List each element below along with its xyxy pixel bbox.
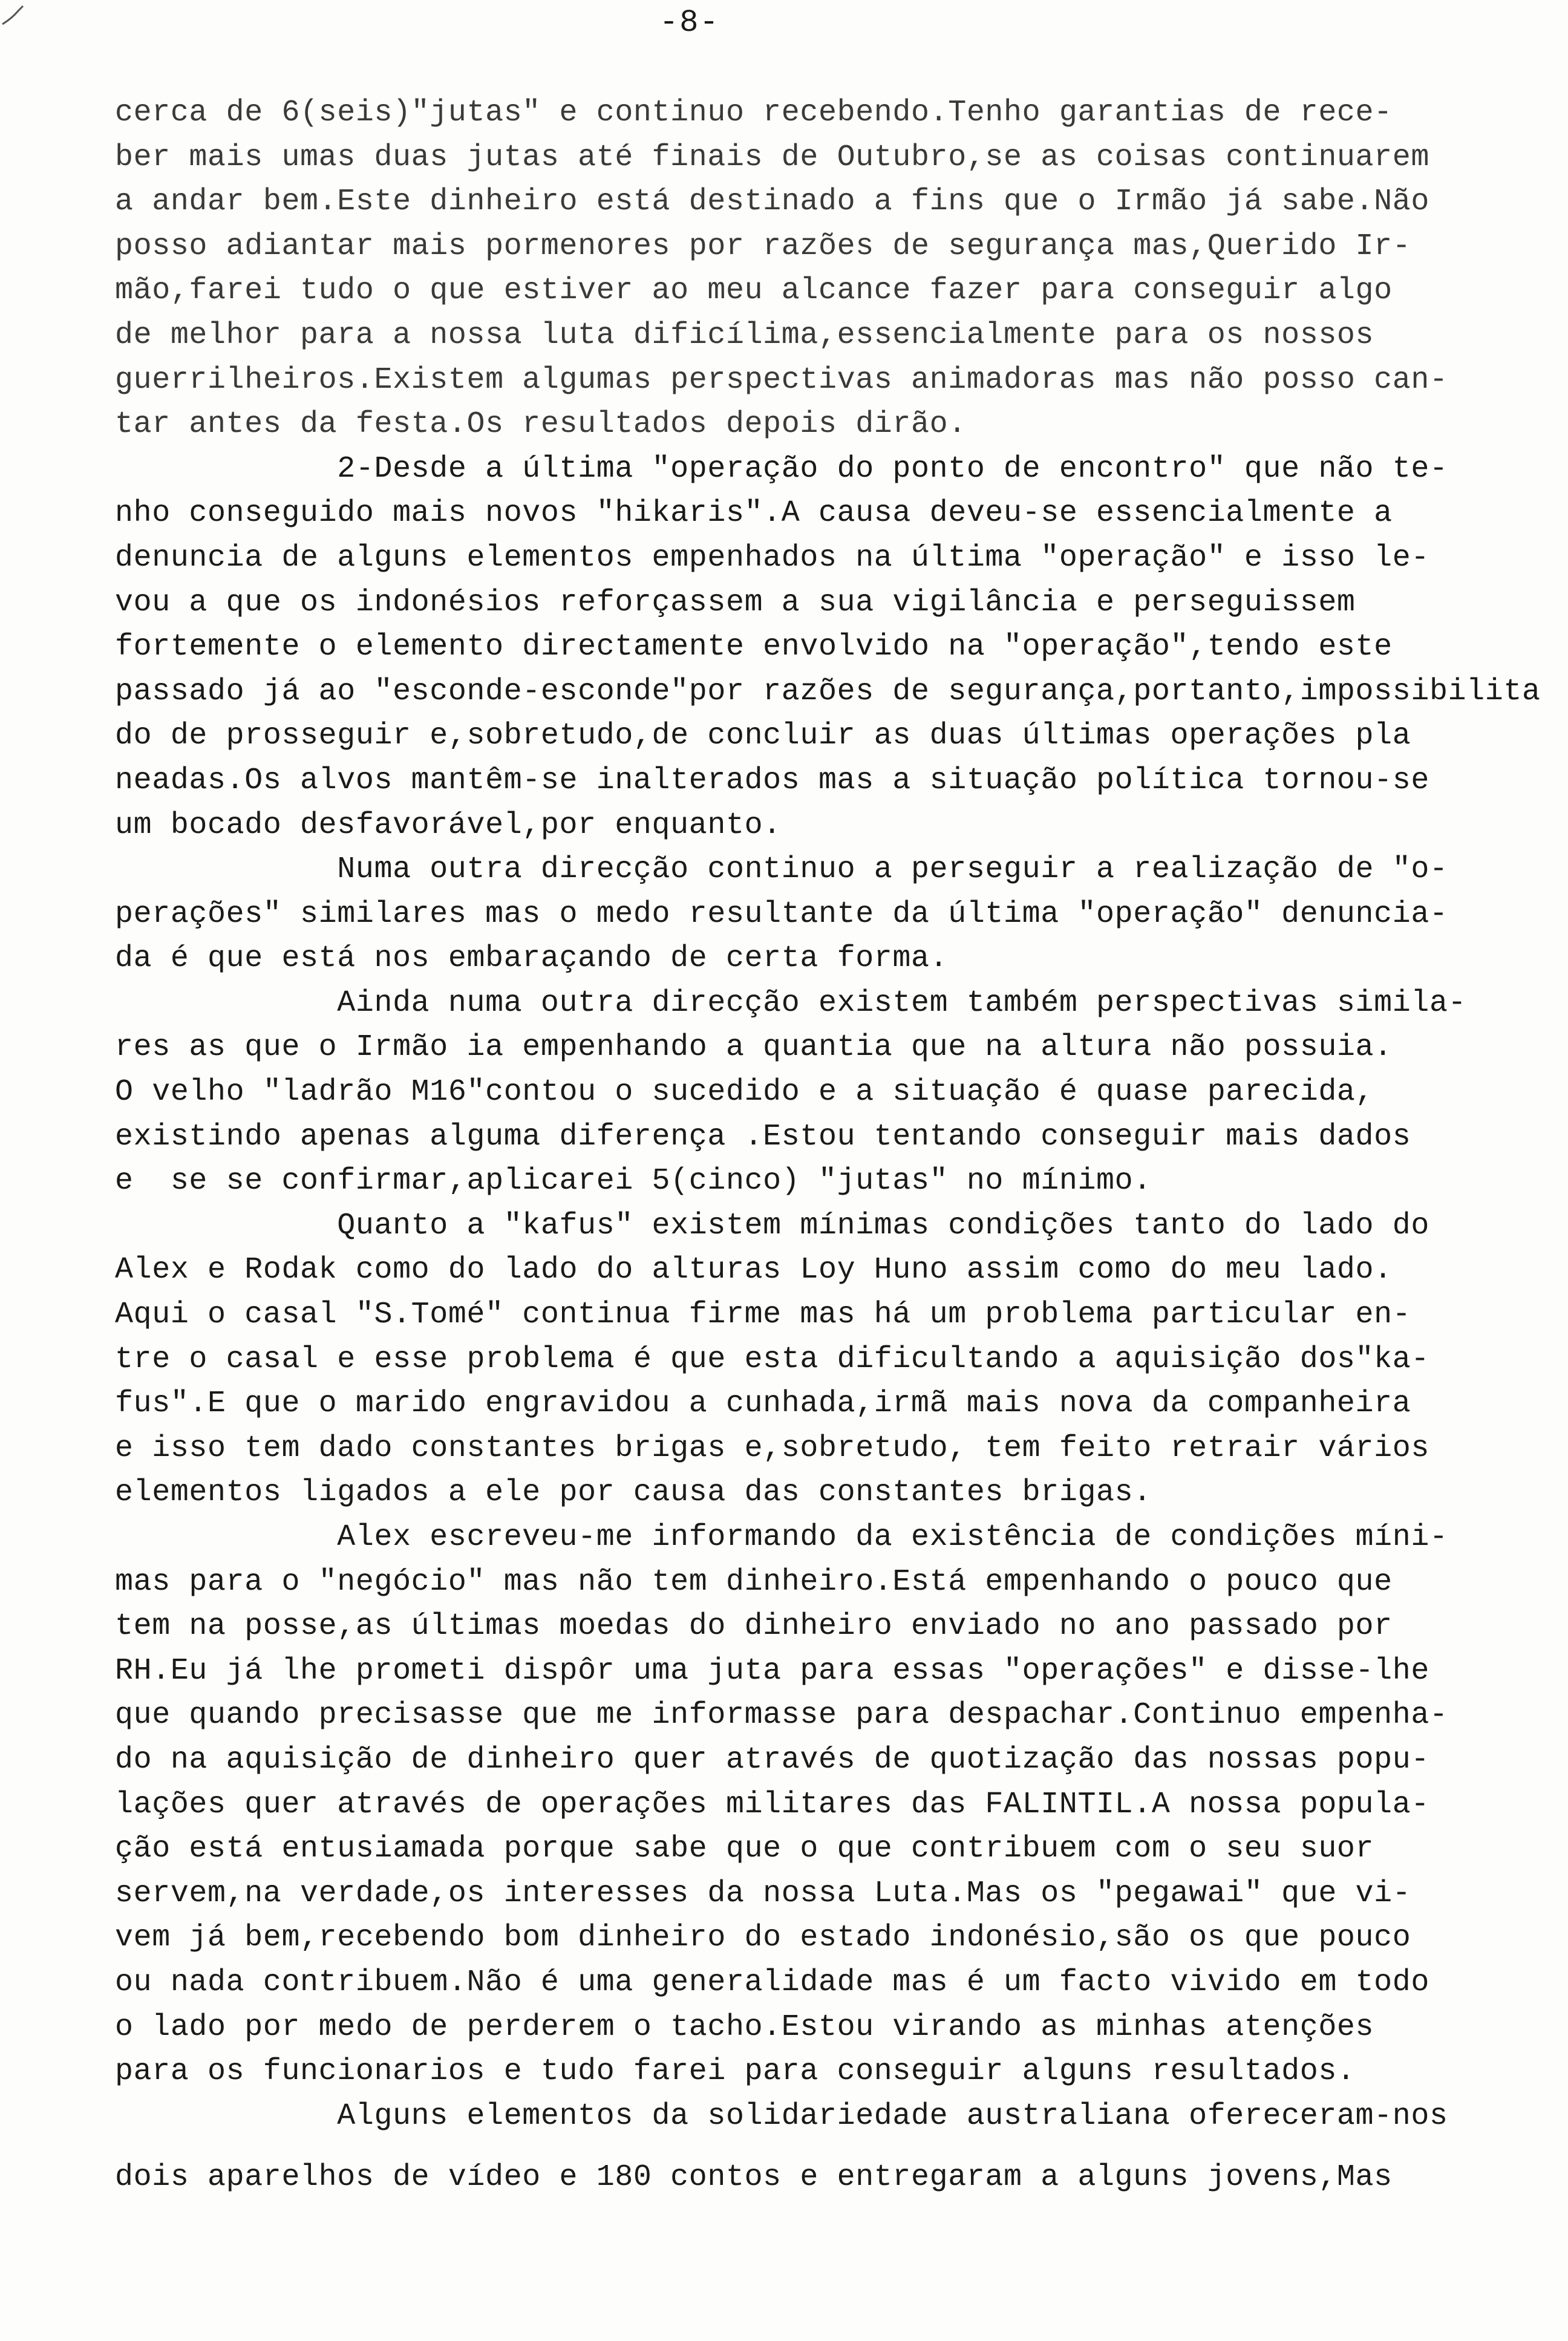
- page-number: -8-: [659, 5, 720, 41]
- text-line: Ainda numa outra direcção existem também perspectivas simila-: [115, 985, 1467, 1020]
- text-line: e se se confirmar,aplicarei 5(cinco) "jutas" no mínimo.: [115, 1164, 1152, 1199]
- text-line: passado já ao "esconde-esconde"por razões de segurança,portanto,impossibilita: [115, 674, 1541, 709]
- text-line: existindo apenas alguma diferença .Estou tentando conseguir mais dados: [115, 1119, 1411, 1154]
- text-line: Aqui o casal "S.Tomé" continua firme mas há um problema particular en-: [115, 1298, 1411, 1333]
- text-line: cerca de 6(seis)"jutas" e continuo recebendo.Tenho garantias de rece-: [115, 96, 1393, 130]
- text-line: denuncia de alguns elementos empenhados na última "operação" e isso le-: [115, 540, 1429, 575]
- text-line: fus".E que o marido engravidou a cunhada,irmã mais nova da companheira: [115, 1386, 1411, 1422]
- text-line: mão,farei tudo o que estiver ao meu alcance fazer para conseguir algo: [115, 273, 1393, 309]
- text-line: nho conseguido mais novos "hikaris".A causa deveu-se essencialmente a: [115, 496, 1393, 531]
- text-line: um bocado desfavorável,por enquanto.: [115, 808, 782, 843]
- text-line: neadas.Os alvos mantêm-se inalterados mas a situação política tornou-se: [115, 763, 1429, 798]
- text-line: Alex escreveu-me informando da existência de condições míni-: [115, 1520, 1448, 1555]
- pen-mark-icon: [0, 0, 54, 30]
- text-line: O velho "ladrão M16"contou o sucedido e a situação é quase parecida,: [115, 1075, 1374, 1110]
- text-line: que quando precisasse que me informasse para despachar.Continuo empenha-: [115, 1698, 1448, 1733]
- text-line: tre o casal e esse problema é que esta dificultando a aquisição dos"ka-: [115, 1342, 1429, 1377]
- text-line: Alguns elementos da solidariedade australiana ofereceram-nos: [115, 2098, 1448, 2134]
- text-line: elementos ligados a ele por causa das constantes brigas.: [115, 1475, 1152, 1510]
- text-line: o lado por medo de perderem o tacho.Estou virando as minhas atenções: [115, 2010, 1374, 2045]
- text-line: fortemente o elemento directamente envolvido na "operação",tendo este: [115, 630, 1393, 665]
- text-line: da é que está nos embaraçando de certa forma.: [115, 941, 949, 976]
- text-line: res as que o Irmão ia empenhando a quantia que na altura não possuia.: [115, 1030, 1393, 1065]
- text-line: RH.Eu já lhe prometi dispôr uma juta para essas "operações" e disse-lhe: [115, 1653, 1429, 1688]
- text-line: Quanto a "kafus" existem mínimas condições tanto do lado do: [115, 1208, 1429, 1243]
- text-line: Numa outra direcção continuo a perseguir a realização de "o-: [115, 852, 1448, 887]
- text-line: 2-Desde a última "operação do ponto de encontro" que não te-: [115, 451, 1448, 486]
- text-line: do na aquisição de dinheiro quer através de quotização das nossas popu-: [115, 1742, 1429, 1777]
- text-line: ber mais umas duas jutas até finais de Outubro,se as coisas continuarem: [115, 140, 1429, 175]
- text-line: vem já bem,recebendo bom dinheiro do estado indonésio,são os que pouco: [115, 1921, 1411, 1956]
- text-line: posso adiantar mais pormenores por razões de segurança mas,Querido Ir-: [115, 229, 1411, 264]
- text-line: tem na posse,as últimas moedas do dinheiro enviado no ano passado por: [115, 1609, 1393, 1644]
- text-line: vou a que os indonésios reforçassem a sua vigilância e perseguissem: [115, 585, 1356, 620]
- text-line: de melhor para a nossa luta dificílima,essencialmente para os nossos: [115, 318, 1374, 353]
- text-line: mas para o "negócio" mas não tem dinheiro.Está empenhando o pouco que: [115, 1564, 1393, 1599]
- text-line: servem,na verdade,os interesses da nossa Luta.Mas os "pegawai" que vi-: [115, 1876, 1411, 1911]
- text-line: dois aparelhos de vídeo e 180 contos e entregaram a alguns jovens,Mas: [115, 2160, 1393, 2195]
- text-line: para os funcionarios e tudo farei para conseguir alguns resultados.: [115, 2054, 1356, 2089]
- text-line: a andar bem.Este dinheiro está destinado a fins que o Irmão já sabe.Não: [115, 184, 1429, 220]
- text-line: tar antes da festa.Os resultados depois dirão.: [115, 407, 967, 442]
- text-line: ou nada contribuem.Não é uma generalidade mas é um facto vivido em todo: [115, 1965, 1429, 2000]
- text-line: perações" similares mas o medo resultante da última "operação" denuncia-: [115, 896, 1448, 932]
- text-line: lações quer através de operações militares das FALINTIL.A nossa popula-: [115, 1787, 1429, 1822]
- text-line: guerrilheiros.Existem algumas perspectivas animadoras mas não posso can-: [115, 362, 1448, 397]
- text-line: e isso tem dado constantes brigas e,sobretudo, tem feito retrair vários: [115, 1431, 1429, 1466]
- text-line: Alex e Rodak como do lado do alturas Loy Huno assim como do meu lado.: [115, 1253, 1393, 1288]
- body-text: [115, 91, 1541, 2200]
- text-line: ção está entusiamada porque sabe que o que contribuem com o seu suor: [115, 1832, 1374, 1867]
- text-line: do de prosseguir e,sobretudo,de concluir as duas últimas operações pla: [115, 719, 1411, 754]
